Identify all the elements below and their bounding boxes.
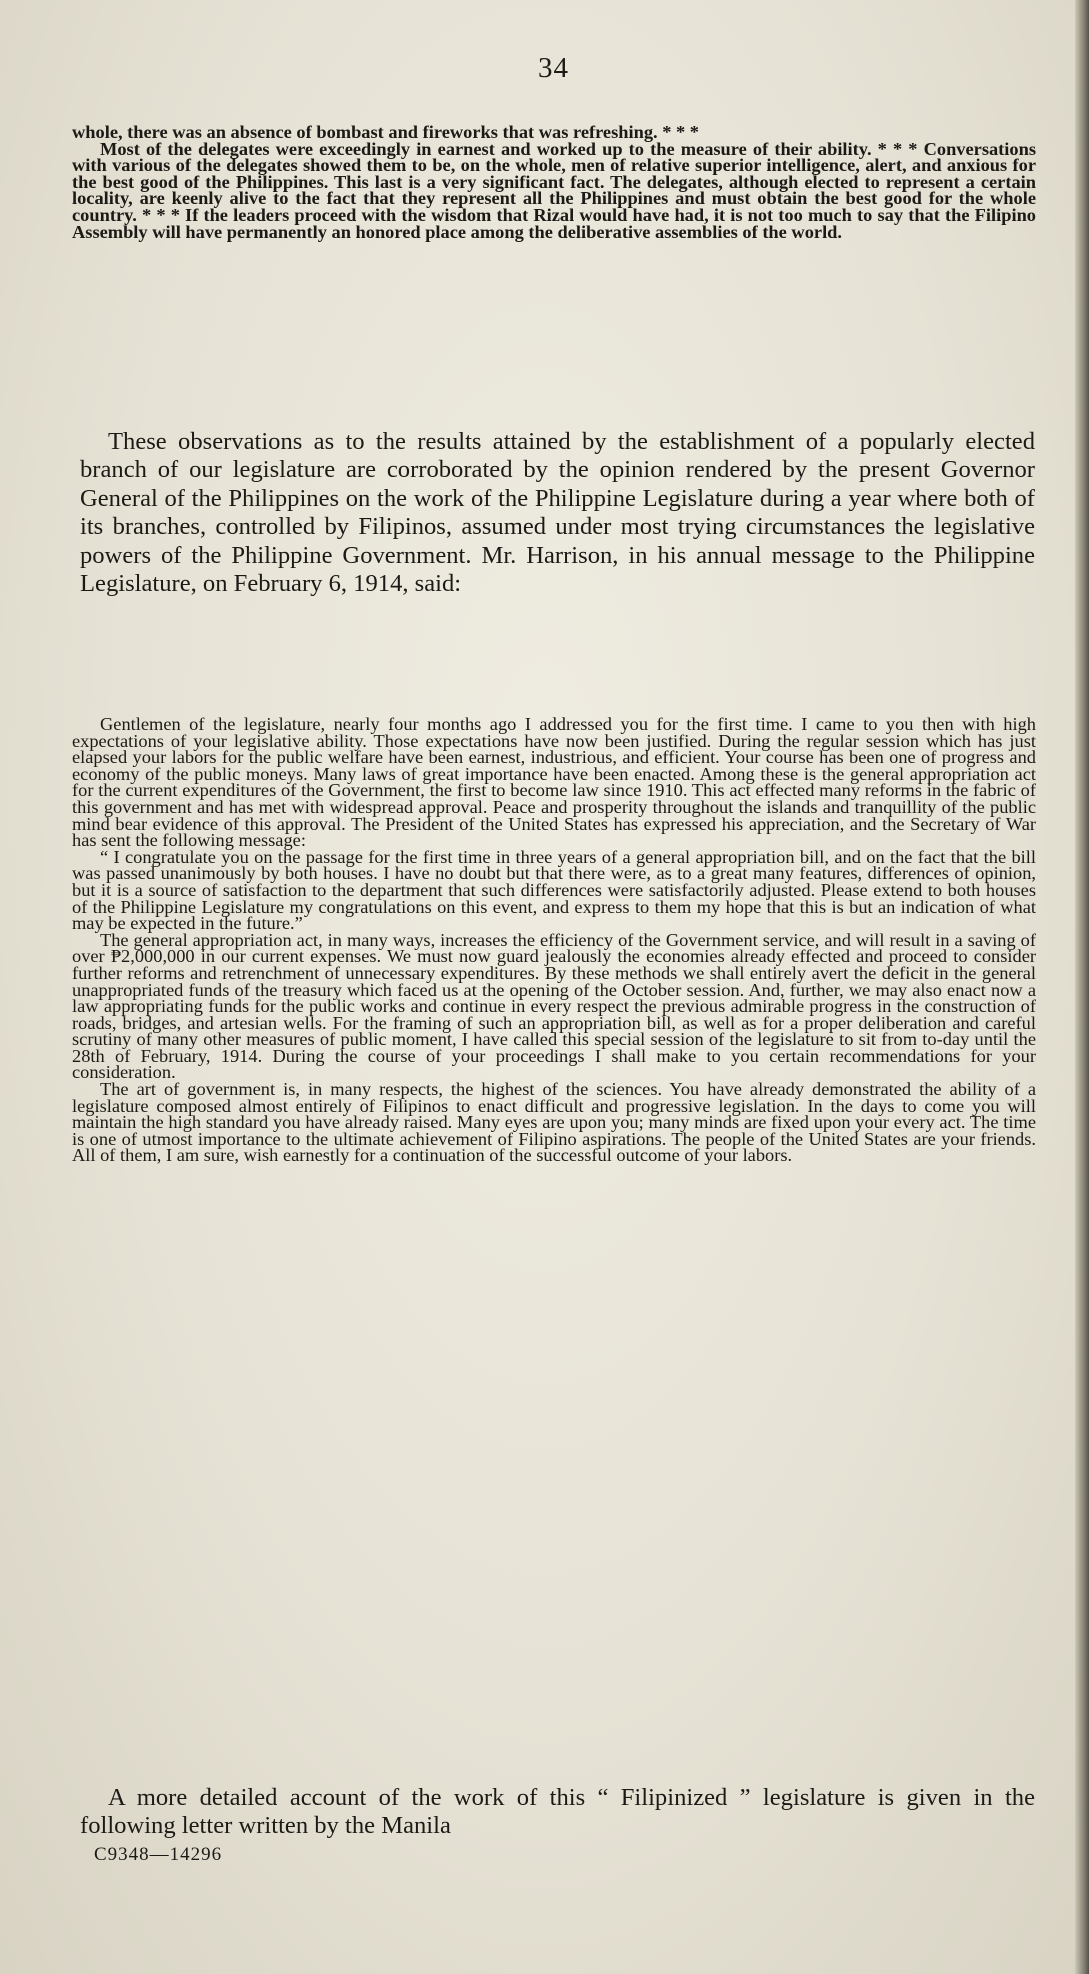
quote-paragraph: “ I congratulate you on the passage for the first time in three years of a general appropriation bill, and on the fact that the bill was passed unanimously by both houses. I have no doubt but that there were, as to a great many features, differences of opinion, but it is a source of satisfaction to the department that such differences were satisfactorily adjusted. Please extend to both houses of the Philippine Legislature my congratulations on this event, and express to them my hope that this is but an indication of what may be expected in the future.”	[72, 846, 1036, 934]
page-edge-shadow	[1075, 0, 1089, 1974]
printer-code: C9348—14296	[94, 1844, 223, 1865]
quote-block-harrison-message	[72, 716, 1036, 1164]
quote-paragraph: Gentlemen of the legislature, nearly four months ago I addressed you for the first time. I came to you then with high expectations of your legislative ability. Those expectations have now been justified. During the regular session which has just elapsed your labors for the public welfare have been earnest, industrious, and efficient. Your course has been one of progress and economy of the public moneys. Many laws of great importance have been enacted. Among these is the general appropriation act for the current expenditures of the Government, the first to become law since 1910. This act effected many reforms in the fabric of this government and has met with widespread approval. Peace and prosperity throughout the islands and tranquillity of the public mind bear evidence of this approval. The President of the United States has expressed his appreciation, and the Secretary of War has sent the following message:	[72, 714, 1036, 851]
quote-paragraph: whole, there was an absence of bombast and fireworks that was refreshing. * * *	[72, 122, 699, 142]
quote-paragraph: Most of the delegates were exceedingly in earnest and worked up to the measure of their ability. * * * Conversations with various of the delegates showed them to be, on the whole, men of relative superior intelligence, alert, and anxious for the best good of the Philippines. This last is a very significant fact. The delegates, although elected to represent a certain locality, are keenly alive to the fact that they represent all the Philippines and must obtain the best good for the whole country. * * * If the leaders proceed with the wisdom that Rizal would have had, it is not too much to say that the Filipino Assembly will have permanently an honored place among the deliberative assemblies of the world.	[72, 138, 1036, 242]
page-number: 34	[538, 52, 569, 84]
quote-block-delegates	[72, 124, 1036, 240]
quote-paragraph: The general appropriation act, in many ways, increases the efficiency of the Government service, and will result in a saving of over ₱2,000,000 in our current expenses. We must now guard jealously the economies already effected and proceed to consider further reforms and retrenchment of unnecessary expenditures. By these methods we shall entirely avert the deficit in the general unappropriated funds of the treasury which faced us at the opening of the October session. And, further, we may also enact now a law appropriating funds for the public works and continue in every respect the previous admirable progress in the construction of roads, bridges, and artesian wells. For the framing of such an appropriation bill, as well as for a proper deliberation and careful scrutiny of many other measures of public moment, I have called this special session of the legislature to sit from to-day until the 28th of February, 1914. During the course of your proceedings I shall make to you certain recommendations for your consideration.	[72, 929, 1036, 1083]
body-paragraph: A more detailed account of the work of this “ Filipinized ” legislature is given in the following letter written by the Manila	[80, 1784, 1035, 1840]
body-paragraph: These observations as to the results attained by the establishment of a popularly elected branch of our legislature are corroborated by the opinion rendered by the present Governor General of the Philippines on the work of the Philippine Legislature during a year where both of its branches, controlled by Filipinos, assumed under most trying circumstances the legislative powers of the Philippine Government. Mr. Harrison, in his annual message to the Philippine Legislature, on February 6, 1914, said:	[80, 428, 1035, 598]
quote-paragraph: The art of government is, in many respects, the highest of the sciences. You have already demonstrated the ability of a legislature composed almost entirely of Filipinos to enact difficult and progressive legislation. In the days to come you will maintain the high standard you have already raised. Many eyes are upon you; many minds are fixed upon your every act. The time is one of utmost importance to the ultimate achievement of Filipino aspirations. The people of the United States are your friends. All of them, I am sure, wish earnestly for a continuation of the successful outcome of your labors.	[72, 1079, 1036, 1166]
